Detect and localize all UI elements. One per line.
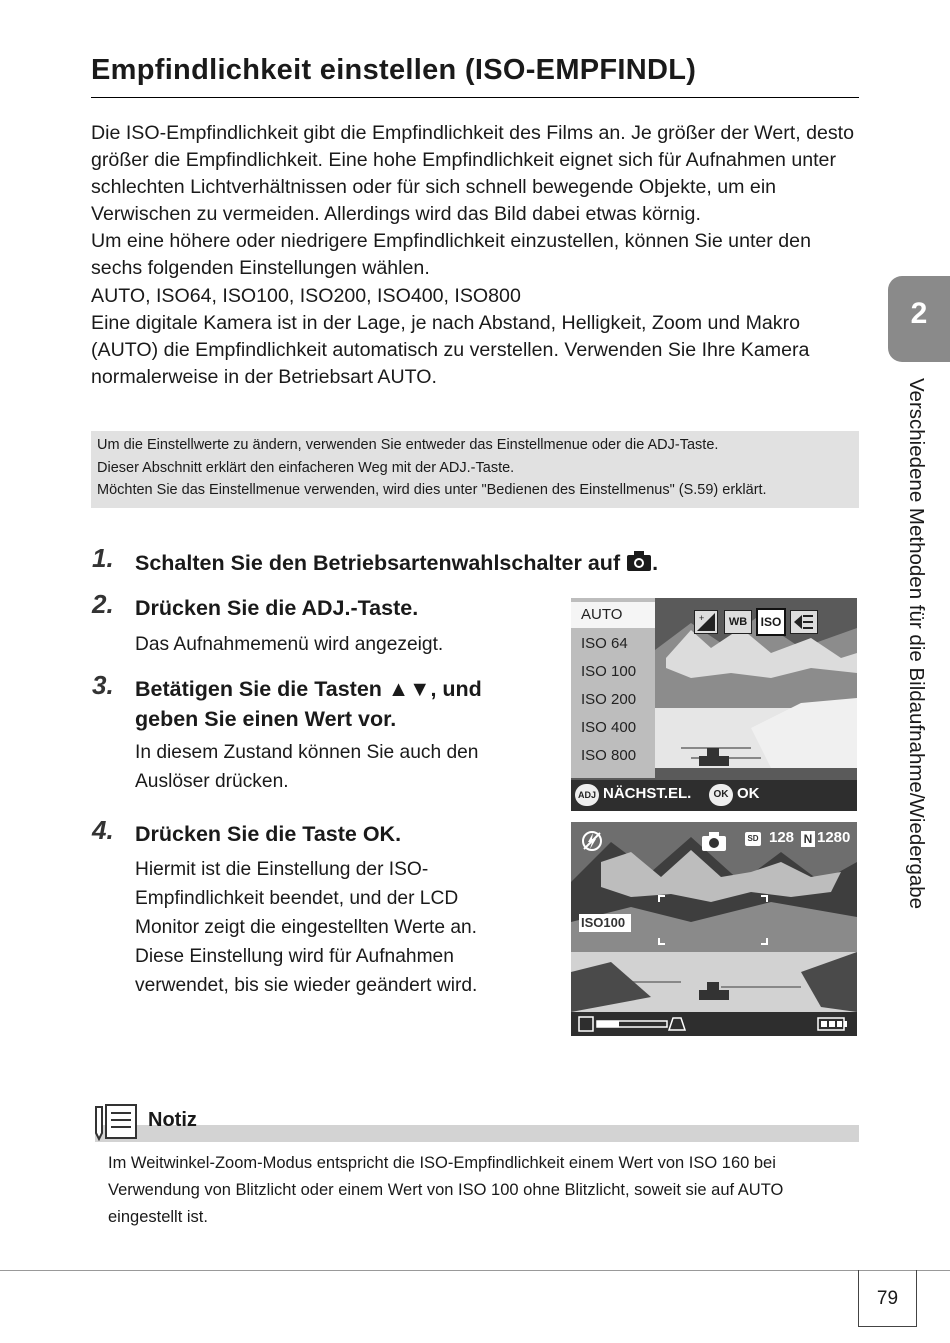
step-2-description: Das Aufnahmemenü wird angezeigt. [135, 634, 444, 655]
note-icon [94, 1103, 140, 1146]
step-4-desc-line: Hiermit ist die Einstellung der ISO- [135, 859, 429, 880]
step-1-title [135, 548, 658, 580]
zoom-bar [577, 1015, 689, 1036]
camera-screen-iso-menu [571, 598, 857, 811]
sd-card-icon: SD [745, 832, 761, 846]
battery-icon [817, 1016, 847, 1036]
footer-rule [0, 1270, 950, 1271]
step-3-number: 3. [92, 670, 114, 700]
step-1-period: . [652, 551, 659, 575]
iso-menu-panel [571, 598, 655, 778]
step-3-title-line: Betätigen Sie die Tasten ▲▼, und [135, 677, 482, 701]
info-line: Dieser Abschnitt erklärt den einfacheren Weg mit der ADJ.-Taste. [97, 459, 515, 476]
iso-indicator: ISO100 [579, 914, 631, 932]
step-4-desc-line: Diese Einstellung wird für Aufnahmen [135, 946, 454, 967]
step-1-number: 1. [92, 543, 114, 573]
iso-icon: ISO [756, 608, 786, 636]
step-3-desc-line: In diesem Zustand können Sie auch den [135, 742, 479, 763]
step-4-description [135, 855, 477, 1000]
iso-option[interactable]: ISO 100 [581, 663, 637, 680]
step-3-title-line: geben Sie einen Wert vor. [135, 707, 397, 731]
remaining-shots: 128 [769, 829, 795, 846]
ok-badge: OK [709, 784, 733, 806]
step-3-description [135, 738, 478, 796]
iso-option[interactable]: ISO 64 [581, 635, 628, 652]
note-text [108, 1150, 860, 1232]
note-line: eingestellt ist. [108, 1208, 208, 1227]
intro-paragraph: Die ISO-Empfindlichkeit gibt die Empfindlichkeit des Films an. Je größer der Wert, desto größer die Empfindlichkeit. Eine hohe Empfindlichkeit eignet sich für Aufnahmen unter schlechten Lichtverhältnissen oder für sich schnell bewegende Objekte, um ein Verwischen zu vermeiden. Allerdings wird das Bild dabei etwas körnig. [91, 122, 855, 226]
step-2-number: 2. [92, 589, 114, 619]
note-line: Im Weitwinkel-Zoom-Modus entspricht die ISO-Empfindlichkeit einem Wert von ISO 160 bei [108, 1154, 776, 1172]
svg-text:+: + [699, 613, 705, 623]
step-3-title [135, 674, 482, 734]
image-settings-icon [790, 610, 818, 634]
next-item-label: NÄCHST.EL. [603, 785, 692, 802]
quality-badge: N [801, 831, 815, 847]
image-size: 1280 [817, 829, 851, 846]
step-4-desc-line: verwendet, bis sie wieder geändert wird. [135, 975, 478, 996]
intro-paragraph: AUTO, ISO64, ISO100, ISO200, ISO400, ISO800 [91, 284, 521, 307]
iso-option-selected[interactable]: AUTO [571, 602, 655, 628]
chapter-title: Verschiedene Methoden für die Bildaufnahme/Wiedergabe [905, 378, 928, 910]
note-label: Notiz [148, 1109, 197, 1131]
intro-paragraph: Um eine höhere oder niedrigere Empfindlichkeit einzustellen, können Sie unter den sechs folgenden Einstellungen wählen. [91, 230, 811, 280]
info-line: Möchten Sie das Einstellmenue verwenden, wird dies unter "Bedienen des Einstellmenus" (S.59) erklärt. [97, 482, 767, 498]
step-4-desc-line: Monitor zeigt die eingestellten Werte an. [135, 917, 478, 938]
intro-text [91, 120, 861, 391]
step-4-title: Drücken Sie die Taste OK. [135, 822, 402, 846]
camera-screen-shooting [571, 822, 857, 1036]
info-line: Um die Einstellwerte zu ändern, verwenden Sie entweder das Einstellmenue oder die ADJ-Taste. [97, 437, 719, 453]
step-4-number: 4. [92, 815, 114, 845]
white-balance-icon: WB [724, 610, 752, 634]
title-rule [91, 97, 859, 98]
step-2-title: Drücken Sie die ADJ.-Taste. [135, 596, 419, 620]
intro-paragraph: Eine digitale Kamera ist in der Lage, je nach Abstand, Helligkeit, Zoom und Makro (AUTO) die Empfindlichkeit automatisch zu verstellen. Verwenden Sie Ihre Kamera normalerweise in der Betriebsart AUTO. [91, 311, 810, 388]
chapter-number: 2 [910, 297, 928, 330]
adj-badge: ADJ [575, 784, 599, 806]
iso-option[interactable]: ISO 400 [581, 719, 637, 736]
step-1-text: Schalten Sie den Betriebsartenwahlschalter auf [135, 551, 621, 575]
step-3-desc-line: Auslöser drücken. [135, 771, 289, 792]
iso-option[interactable]: ISO 800 [581, 747, 637, 764]
info-box [91, 431, 859, 508]
iso-option[interactable]: ISO 200 [581, 691, 637, 708]
camera-icon [626, 550, 652, 580]
page-title: Empfindlichkeit einstellen (ISO-EMPFINDL) [91, 54, 697, 86]
note-line: Verwendung von Blitzlicht oder einem Wert von ISO 100 ohne Blitzlicht, soweit sie auf AUTO [108, 1181, 784, 1200]
note-header-bar [95, 1125, 859, 1142]
flash-off-icon [581, 830, 603, 857]
camera-mode-icon [701, 832, 727, 857]
page-number: 79 [858, 1270, 917, 1327]
step-4-desc-line: Empfindlichkeit beendet, und der LCD [135, 888, 459, 909]
exposure-compensation-icon [694, 610, 718, 634]
ok-label: OK [737, 785, 760, 802]
